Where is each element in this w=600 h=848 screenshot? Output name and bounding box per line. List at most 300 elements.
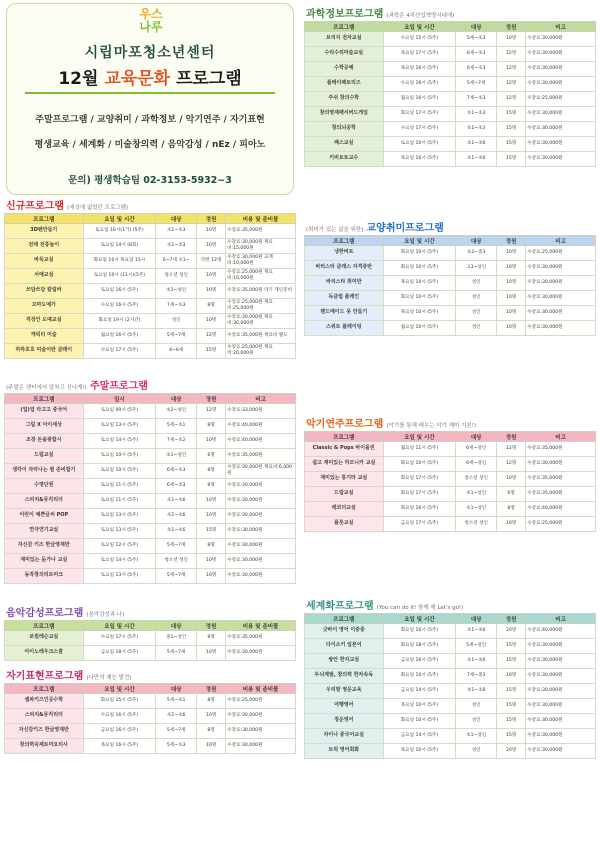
program-table bbox=[304, 431, 596, 532]
column-header: 대상 bbox=[156, 621, 197, 631]
schedule: 목요일 16시 (5주) bbox=[383, 62, 456, 77]
target-group: 초1~초6 bbox=[456, 624, 497, 639]
capacity: 10명 bbox=[497, 321, 526, 336]
section-subtitle: (주말은 센터에서 알차고 신나게!) bbox=[6, 385, 87, 391]
table-row bbox=[5, 724, 296, 739]
schedule: 화요일 10시 (5주) bbox=[383, 246, 456, 261]
schedule: 토요일 13시 (5주) bbox=[83, 569, 156, 584]
capacity: 12명 bbox=[197, 404, 226, 419]
column-header: 비고 bbox=[226, 394, 296, 404]
table-row bbox=[5, 449, 296, 464]
column-header: 정원 bbox=[497, 432, 526, 442]
left-column bbox=[4, 0, 296, 848]
fee-info: 수강료:30,000원 bbox=[226, 724, 296, 739]
table-row bbox=[305, 487, 596, 502]
table-header bbox=[5, 394, 296, 404]
capacity: 12명 bbox=[197, 329, 226, 344]
schedule: 화요일 19시 (2시간) bbox=[83, 314, 156, 329]
program-name: 다이소키 일본어 bbox=[305, 639, 384, 654]
capacity: 12명 bbox=[497, 442, 526, 457]
fee-info: 수강료:40,000원 bbox=[226, 434, 296, 449]
section-title-text: 음악감성프로그램 bbox=[6, 608, 84, 619]
schedule: 월요일 11시 (5주) bbox=[383, 442, 456, 457]
table-row bbox=[5, 694, 296, 709]
fee-info: 수강료:30,000원 bbox=[226, 494, 296, 509]
target-group: 5세~7세 bbox=[156, 646, 197, 661]
fee-info: 수강료:25,000원 bbox=[226, 694, 296, 709]
table-row bbox=[305, 246, 596, 261]
capacity: 10명 bbox=[497, 291, 526, 306]
table-row bbox=[305, 92, 596, 107]
target-group: 성인 bbox=[456, 321, 497, 336]
table-row bbox=[305, 321, 596, 336]
table-row bbox=[305, 77, 596, 92]
capacity: 10명 bbox=[497, 306, 526, 321]
table-row bbox=[305, 261, 596, 276]
section-title bbox=[304, 418, 596, 431]
category-row-2: 평생교육 / 세계화 / 미술창의력 / 음악감성 / nEz / 피아노 bbox=[34, 140, 266, 150]
section-subtitle: (악기를 통해 배우는 악기 재미 기본!) bbox=[386, 423, 477, 429]
fee-info: 수강료:25,000원 bbox=[526, 246, 596, 261]
table-row bbox=[305, 639, 596, 654]
column-header: 비용 및 준비물 bbox=[226, 684, 296, 694]
fee-info: 수강료:30,000원 bbox=[526, 306, 596, 321]
program-name: 아이노래우크스쿨 bbox=[5, 646, 84, 661]
program-name: (업)업 라고고 중국어 bbox=[5, 404, 84, 419]
target-group: 초1~초6 bbox=[156, 494, 197, 509]
fee-info: 수강료:35,000원 bbox=[226, 224, 296, 239]
fee-info: 수강료:30,000원 bbox=[226, 646, 296, 661]
table-row bbox=[305, 517, 596, 532]
schedule: 수요일 16시 (5주) bbox=[83, 299, 156, 314]
header-box bbox=[6, 3, 294, 195]
program-name: 수학공예 bbox=[305, 62, 384, 77]
fee-info: 수강료:30,000원 재료비:6,000원 bbox=[226, 464, 296, 479]
schedule: 목요일 10시 (5주) bbox=[383, 276, 456, 291]
title-accent: 교육문화 bbox=[104, 69, 171, 89]
target-group: 초1~성인 bbox=[156, 449, 197, 464]
target-group: 청소년 성인 bbox=[156, 554, 197, 569]
column-header: 정원 bbox=[497, 614, 526, 624]
table-row bbox=[5, 224, 296, 239]
target-group: 7세~초2 bbox=[156, 434, 197, 449]
fee-info: 수강료:30,000원 bbox=[526, 699, 596, 714]
schedule: 월요일 16시 (5주) bbox=[83, 329, 156, 344]
table-row bbox=[305, 699, 596, 714]
section-subtitle: (취미가 있는 삶을 위한) bbox=[306, 227, 364, 233]
schedule: 토요일 13시 (5주) bbox=[83, 509, 156, 524]
capacity: 10명 bbox=[497, 517, 526, 532]
program-name: 직장인 도예교실 bbox=[5, 314, 84, 329]
target-group: 초1~초6 bbox=[156, 524, 197, 539]
program-name: 동작창의리트미크 bbox=[5, 569, 84, 584]
target-group: 청소년 성인 bbox=[456, 517, 497, 532]
capacity: 15명 bbox=[197, 524, 226, 539]
program-table bbox=[4, 393, 296, 584]
fee-info: 수강료:30,000원 bbox=[526, 152, 596, 167]
schedule: 토요일 10시 (5주) bbox=[383, 137, 456, 152]
schedule: 목요일 17시 (5주) bbox=[383, 47, 456, 62]
fee-info: 수강료:30,000원 bbox=[226, 569, 296, 584]
target-group: 성인 bbox=[456, 744, 497, 759]
section-subtitle: (음악감성과 나) bbox=[86, 612, 125, 618]
section-title-text: 악기연주프로그램 bbox=[306, 419, 384, 430]
target-group: 초1~성인 bbox=[456, 502, 497, 517]
fee-info: 수강료:30,000원 bbox=[526, 261, 596, 276]
target-group: 4~6세 bbox=[156, 344, 197, 359]
program-name: 수영단원 bbox=[5, 479, 84, 494]
column-header: 대상 bbox=[156, 214, 197, 224]
target-group: 청소년 성인 bbox=[456, 472, 497, 487]
fee-info: 수강료:25,000원 재료비:25,000원 bbox=[226, 299, 296, 314]
section-title-text: 신규프로그램 bbox=[6, 201, 64, 212]
column-header: 대상 bbox=[456, 432, 497, 442]
column-header: 프로그램 bbox=[5, 394, 84, 404]
fee-info: 수강료:30,000원 bbox=[526, 654, 596, 669]
table-row bbox=[5, 524, 296, 539]
program-name: 조장 돈솔광합시 bbox=[5, 434, 84, 449]
target-group: 초1~초6 bbox=[456, 684, 497, 699]
table-row bbox=[5, 709, 296, 724]
schedule: 화요일 17시 (5주) bbox=[383, 472, 456, 487]
fee-info: 수강료:30,000원 bbox=[526, 276, 596, 291]
table-row bbox=[305, 502, 596, 517]
capacity: 10명 bbox=[197, 224, 226, 239]
capacity: 12명 bbox=[497, 77, 526, 92]
fee-info: 수강료:33,000원 bbox=[226, 404, 296, 419]
program-table bbox=[4, 683, 296, 754]
fee-info: 수강료:30,000원 bbox=[526, 62, 596, 77]
column-header: 비고 bbox=[526, 236, 596, 246]
target-group: 6~7세 초1~ bbox=[156, 254, 197, 269]
target-group: 5세~초1 bbox=[156, 419, 197, 434]
table-row bbox=[305, 472, 596, 487]
capacity: 15명 bbox=[497, 137, 526, 152]
schedule: 토요일 14시 (5주) bbox=[83, 554, 156, 569]
table-header bbox=[305, 236, 596, 246]
table-row bbox=[5, 539, 296, 554]
logo-line1: 우스 bbox=[139, 7, 163, 21]
column-header: 정원 bbox=[497, 22, 526, 32]
table-row bbox=[305, 276, 596, 291]
capacity: 20명 bbox=[497, 624, 526, 639]
target-group: 초1~초6 bbox=[156, 709, 197, 724]
schedule: 금요일 14시 (5주) bbox=[383, 729, 456, 744]
program-name: 드럼교실 bbox=[305, 487, 384, 502]
section-title-text: 교양취미프로그램 bbox=[366, 223, 444, 234]
column-header: 프로그램 bbox=[5, 684, 84, 694]
capacity: 10명 bbox=[497, 472, 526, 487]
table-row bbox=[305, 442, 596, 457]
target-group: 초1~성인 bbox=[156, 284, 197, 299]
program-name: 재미있는 통기타 교실 bbox=[305, 472, 384, 487]
table-row bbox=[305, 306, 596, 321]
column-header: 비용 및 준비물 bbox=[226, 214, 296, 224]
program-name: 여행영어 bbox=[305, 699, 384, 714]
program-name: 쓰담쓰담 칼림바 bbox=[5, 284, 84, 299]
fee-info: 수강료:30,000원 bbox=[526, 457, 596, 472]
fee-info: 수강료:30,000원 bbox=[526, 684, 596, 699]
section-subtitle: (You can do it! 함께 해 Let's go!) bbox=[376, 605, 464, 611]
column-header: 비용 및 준비물 bbox=[226, 621, 296, 631]
schedule: 금요일 18시 (5주) bbox=[83, 646, 156, 661]
program-table bbox=[304, 235, 596, 336]
program-name: 꼬마도예가 bbox=[5, 299, 84, 314]
table-row bbox=[5, 494, 296, 509]
program-name: 바둑교실 bbox=[5, 254, 84, 269]
target-group: 초1~성인 bbox=[456, 729, 497, 744]
fee-info: 수강료:30,000원 bbox=[526, 639, 596, 654]
table-row bbox=[305, 32, 596, 47]
capacity: 10명 bbox=[197, 569, 226, 584]
schedule: 수요일 17시 (5주) bbox=[83, 344, 156, 359]
table-row bbox=[5, 269, 296, 284]
schedule: 화요일 18시 (5주) bbox=[383, 639, 456, 654]
capacity: 10명 bbox=[497, 276, 526, 291]
program-name: 재미있는 돋가나 교실 bbox=[5, 554, 84, 569]
schedule: 수요일 17시 (5주) bbox=[83, 631, 156, 646]
schedule: 화요일 10시 (5주) bbox=[383, 261, 456, 276]
schedule: 목요일 16시 (5주) bbox=[383, 152, 456, 167]
target-group: 5세~성인 bbox=[456, 639, 497, 654]
fee-info: 수강료:30,000원 bbox=[526, 714, 596, 729]
fee-info: 수강료:35,000원 bbox=[526, 487, 596, 502]
capacity: 8명 bbox=[197, 694, 226, 709]
program-table bbox=[4, 213, 296, 359]
table-header bbox=[305, 614, 596, 624]
program-name: 쌍안 한자교실 bbox=[305, 654, 384, 669]
section-self bbox=[4, 670, 296, 754]
table-row bbox=[5, 419, 296, 434]
table-row bbox=[305, 669, 596, 684]
title-prefix: 12월 bbox=[58, 69, 105, 89]
table-row bbox=[5, 404, 296, 419]
capacity: 15명 bbox=[497, 714, 526, 729]
program-name: 두뇌계발, 창의력 한자속독 bbox=[305, 669, 384, 684]
capacity: 12명 bbox=[497, 62, 526, 77]
schedule: 토요일 13시 (5주) bbox=[83, 419, 156, 434]
schedule: 토요일 11시 (5주) bbox=[83, 494, 156, 509]
capacity: 8명 bbox=[197, 419, 226, 434]
program-name: 자신감키즈 한글영재반 bbox=[5, 724, 84, 739]
capacity: 10명 bbox=[197, 284, 226, 299]
target-group: 5세~7세 bbox=[156, 329, 197, 344]
org-name: 시립마포청소년센터 bbox=[84, 45, 216, 61]
fee-info: 수강료:30,000원 bbox=[226, 709, 296, 724]
schedule: 목요일 10시 (5주) bbox=[383, 699, 456, 714]
schedule: 토요일 14시 (5주) bbox=[83, 434, 156, 449]
program-name: 우리말 영문교육 bbox=[305, 684, 384, 699]
program-name: 창의영재팩서버드게임 bbox=[305, 107, 384, 122]
program-name: 어린이 예쁜글씨 POP bbox=[5, 509, 84, 524]
column-header: 요일 및 시간 bbox=[383, 432, 456, 442]
table-header bbox=[5, 214, 296, 224]
page-title bbox=[7, 64, 293, 89]
table-row bbox=[5, 299, 296, 314]
fee-info: 수강료:25,000원 재료비:10,000원 bbox=[226, 269, 296, 284]
program-name: 정운영어 bbox=[305, 714, 384, 729]
table-row bbox=[305, 291, 596, 306]
capacity: 8명 bbox=[197, 631, 226, 646]
fee-info: 수강료:30,000원 bbox=[226, 524, 296, 539]
fee-info: 수강료:30,000원 bbox=[526, 122, 596, 137]
program-name: 그림 X 아이세상 bbox=[5, 419, 84, 434]
schedule: 화요일 16시 목요일 15시 bbox=[83, 254, 156, 269]
schedule: 금요일 16시 (5주) bbox=[383, 654, 456, 669]
program-name: 플레이팩토리즈 bbox=[305, 77, 384, 92]
capacity: 10명 bbox=[197, 739, 226, 754]
table-header bbox=[5, 621, 296, 631]
table-row bbox=[5, 509, 296, 524]
table-row bbox=[305, 107, 596, 122]
capacity: 10명 bbox=[197, 239, 226, 254]
program-name: 트럭 영어회화 bbox=[305, 744, 384, 759]
schedule: 토요일 10시 (5주) bbox=[83, 464, 156, 479]
capacity: 10명 bbox=[497, 32, 526, 47]
column-header: 비고 bbox=[526, 22, 596, 32]
target-group: 초2~성인 bbox=[156, 404, 197, 419]
fee-info: 수강료:30,000원 교재비:10,000원 bbox=[226, 254, 296, 269]
schedule: 화요일 14시 (5주) bbox=[383, 669, 456, 684]
fee-info: 수강료:35,000원 bbox=[526, 442, 596, 457]
capacity: 15명 bbox=[197, 344, 226, 359]
column-header: 요일 및 시간 bbox=[83, 214, 156, 224]
fee-info: 수강료:30,000원 bbox=[526, 77, 596, 92]
program-name: 창의뇌공학 bbox=[305, 122, 384, 137]
schedule: 토요일 12시 (5주) bbox=[83, 539, 156, 554]
program-name: 플룻교실 bbox=[305, 517, 384, 532]
capacity: 각반 12명 bbox=[197, 254, 226, 269]
capacity: 15명 bbox=[497, 122, 526, 137]
table-row bbox=[5, 344, 296, 359]
program-table bbox=[304, 21, 596, 167]
target-group: 5세~초3 bbox=[456, 32, 497, 47]
schedule: 토요일 16시 (5주) bbox=[83, 284, 156, 299]
table-row bbox=[5, 739, 296, 754]
table-row bbox=[305, 684, 596, 699]
target-group: 5세~7세 bbox=[156, 539, 197, 554]
schedule: 목요일 10시 (5주) bbox=[383, 306, 456, 321]
fee-info: 수강료:30,000원 bbox=[526, 729, 596, 744]
column-header: 정원 bbox=[497, 236, 526, 246]
section-world bbox=[304, 600, 596, 759]
fee-info: 수강료:35,000원 악기 개인준비 bbox=[226, 284, 296, 299]
table-row bbox=[305, 62, 596, 77]
fee-info: 수강료:35,000원 bbox=[226, 449, 296, 464]
program-name: 패스교실 bbox=[305, 137, 384, 152]
table-row bbox=[5, 239, 296, 254]
column-header: 대상 bbox=[456, 236, 497, 246]
section-general bbox=[304, 222, 596, 336]
column-header: 대상 bbox=[156, 394, 197, 404]
fee-info: 수강료:25,000원 재료비:20,000원 bbox=[226, 344, 296, 359]
section-title bbox=[4, 380, 296, 393]
section-title bbox=[4, 670, 296, 683]
capacity: 15명 bbox=[497, 729, 526, 744]
fee-info: 수강료:35,000원 재료비 별도 bbox=[226, 329, 296, 344]
capacity: 20명 bbox=[497, 744, 526, 759]
program-name: 키비토토교수 bbox=[305, 152, 384, 167]
program-table bbox=[4, 620, 296, 661]
target-group: 청소년 성인 bbox=[156, 269, 197, 284]
schedule: 토요일 14시 (8회) bbox=[83, 239, 156, 254]
program-name: 연극연기교실 bbox=[5, 524, 84, 539]
section-instrument bbox=[304, 418, 596, 532]
capacity: 10명 bbox=[197, 509, 226, 524]
category-row-1: 주말프로그램 / 교양취미 / 과학정보 / 악기연주 / 자기표현 bbox=[35, 115, 265, 125]
target-group: 초1~초3 bbox=[156, 224, 197, 239]
schedule: 금요일 16시 (5주) bbox=[83, 724, 156, 739]
program-name: 서예교실 bbox=[5, 269, 84, 284]
fee-info: 수강료:40,000원 bbox=[526, 502, 596, 517]
program-name: 굿바이 영어 이중중 bbox=[305, 624, 384, 639]
table-row bbox=[5, 479, 296, 494]
schedule: 화요일 10시 (5주) bbox=[383, 291, 456, 306]
table-row bbox=[305, 744, 596, 759]
target-group: 초1~초3 bbox=[156, 239, 197, 254]
schedule: 토요일 13시 (5주) bbox=[83, 524, 156, 539]
table-row bbox=[5, 631, 296, 646]
target-group: 초1~초6 bbox=[156, 509, 197, 524]
capacity: 6명 bbox=[497, 487, 526, 502]
program-name: 독클럽 플레인 bbox=[305, 291, 384, 306]
target-group: 6세~초3 bbox=[456, 62, 497, 77]
right-column bbox=[304, 0, 596, 848]
program-name: 3D펜만들기 bbox=[5, 224, 84, 239]
capacity: 8명 bbox=[197, 299, 226, 314]
schedule: 화요일 10시 (5주) bbox=[383, 714, 456, 729]
fee-info: 수강료:30,000원 bbox=[526, 669, 596, 684]
program-name: 스위트 플레이팅 bbox=[305, 321, 384, 336]
contact-info: 문의) 평생학습팀 02-3153-5932~3 bbox=[68, 175, 232, 186]
target-group: 초1~초3 bbox=[456, 122, 497, 137]
section-title bbox=[4, 607, 296, 620]
program-name: 바리스타 클래스 자격증반 bbox=[305, 261, 384, 276]
table-row bbox=[305, 624, 596, 639]
schedule: 토요일 09시 (5주) bbox=[83, 404, 156, 419]
column-header: 요일 및 시간 bbox=[383, 236, 456, 246]
schedule: 목요일 10시 (5주) bbox=[383, 744, 456, 759]
target-group: 초2~중3 bbox=[456, 246, 497, 261]
column-header: 정원 bbox=[197, 214, 226, 224]
program-name: 전래 전통놀이 bbox=[5, 239, 84, 254]
capacity: 10명 bbox=[497, 261, 526, 276]
table-row bbox=[5, 569, 296, 584]
program-name: 스피치&뮤직리더 bbox=[5, 709, 84, 724]
table-row bbox=[305, 47, 596, 62]
column-header: 일시 bbox=[83, 394, 156, 404]
table-row bbox=[5, 329, 296, 344]
schedule: 목요일 16시 (5주) bbox=[83, 739, 156, 754]
column-header: 정원 bbox=[197, 621, 226, 631]
schedule: 화요일 16시 (5주) bbox=[383, 502, 456, 517]
column-header: 프로그램 bbox=[5, 621, 84, 631]
fee-info: 수강료:30,000원 bbox=[526, 291, 596, 306]
section-title bbox=[304, 8, 596, 21]
target-group: 5세~7세 bbox=[456, 77, 497, 92]
column-header: 대상 bbox=[156, 684, 197, 694]
target-group: 초1~초6 bbox=[456, 137, 497, 152]
column-header: 프로그램 bbox=[305, 614, 384, 624]
schedule: 수요일 16시 (5주) bbox=[83, 709, 156, 724]
fee-info: 수강료:30,000원 bbox=[526, 47, 596, 62]
schedule: 화요일 17시 (5주) bbox=[383, 107, 456, 122]
section-title-text: 세계화프로그램 bbox=[306, 601, 374, 612]
column-header: 요일 및 시간 bbox=[383, 614, 456, 624]
capacity: 10명 bbox=[197, 494, 226, 509]
program-name: 레코더교실 bbox=[305, 502, 384, 517]
target-group: 성인 bbox=[156, 314, 197, 329]
